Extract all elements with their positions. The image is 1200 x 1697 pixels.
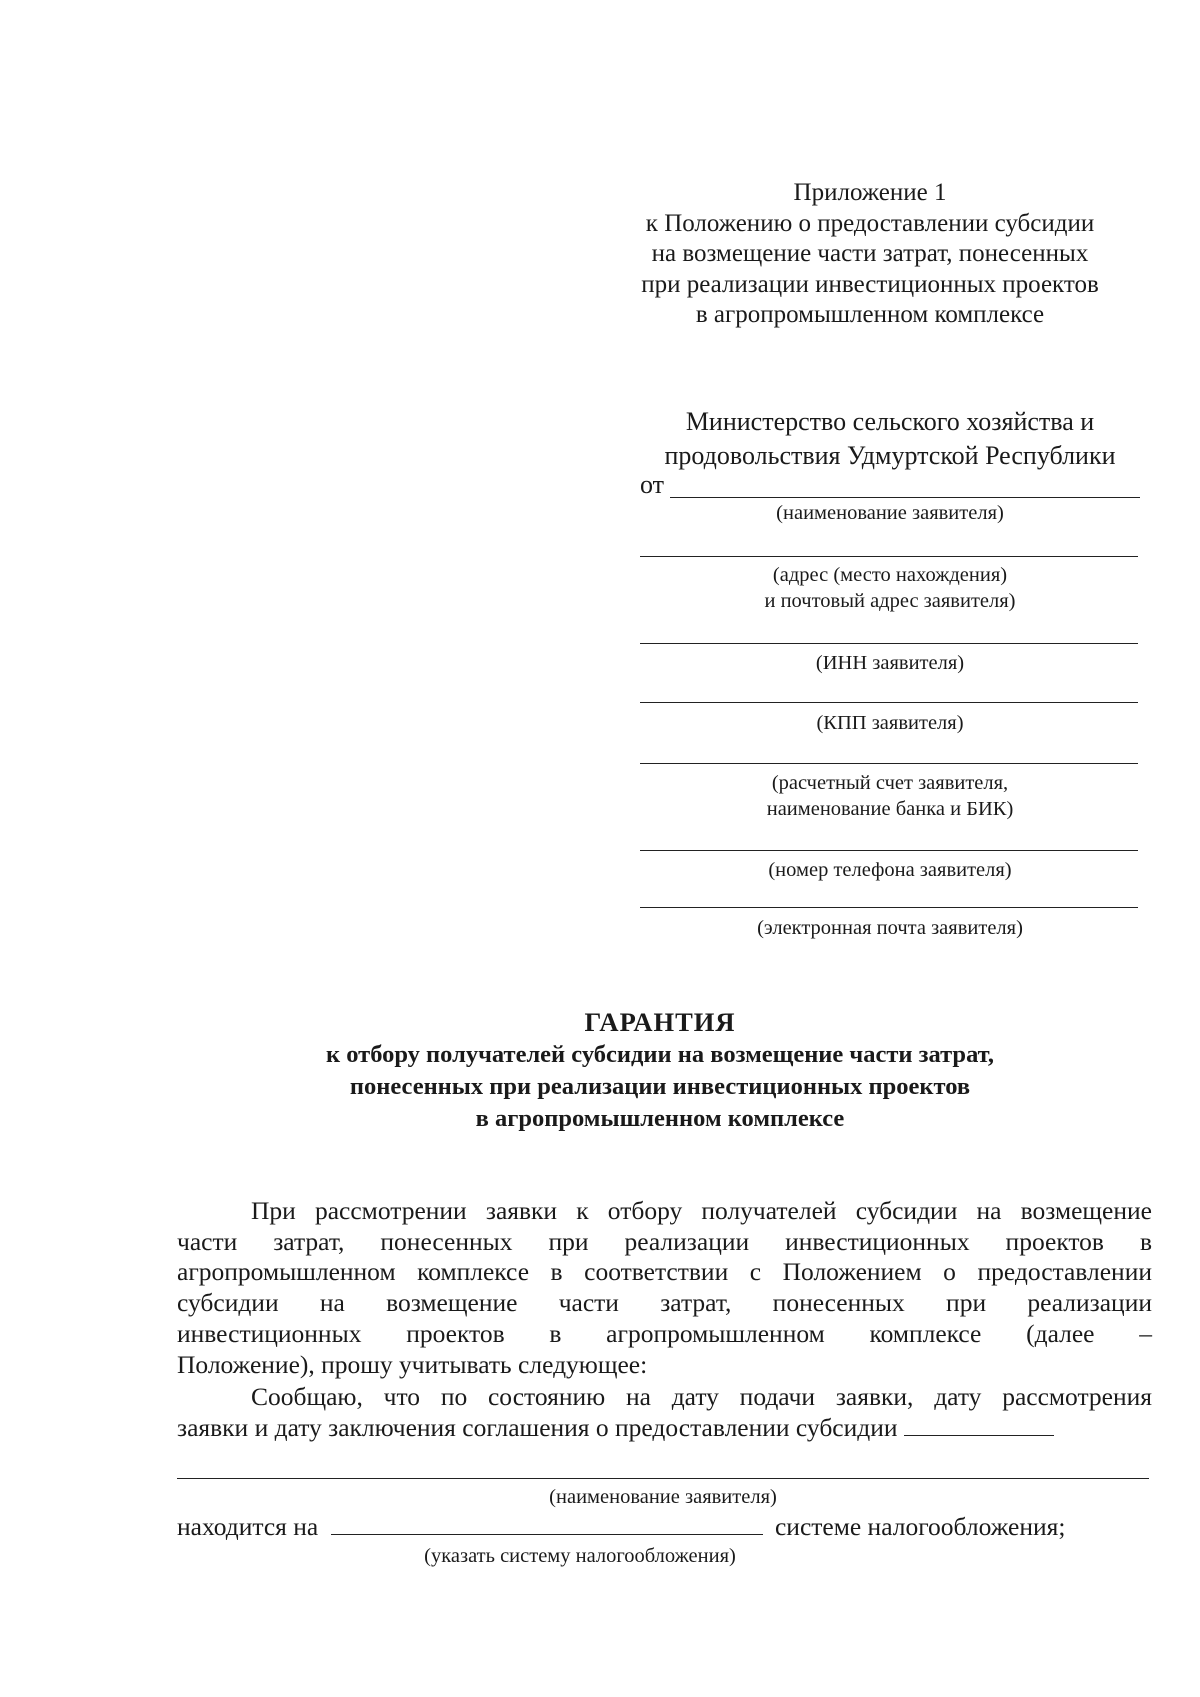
title-heading: ГАРАНТИЯ: [584, 1007, 736, 1037]
addressee-block: [640, 405, 1140, 473]
addressee-line: продовольствия Удмуртской Республики: [664, 441, 1116, 470]
inn-line[interactable]: [640, 643, 1138, 644]
addressee-line: Министерство сельского хозяйства и: [685, 407, 1095, 436]
appendix-line: Приложение 1: [793, 179, 947, 206]
field-caption-address: (адрес (место нахождения) и почтовый адрес заявителя): [764, 564, 1016, 612]
appendix-line: на возмещение части затрат, понесенных: [651, 240, 1089, 267]
caption-tax-system: (указать систему налогообложения): [424, 1545, 736, 1567]
paragraph-line: субсидии на возмещение части затрат, понесенных при реализации: [177, 1288, 1152, 1318]
kpp-line[interactable]: [640, 702, 1138, 703]
paragraph-line: инвестиционных проектов в агропромышленном комплексе (далее –: [177, 1318, 1152, 1348]
paragraph-statement: [177, 1382, 1152, 1443]
field-caption-phone: (номер телефона заявителя): [768, 859, 1012, 881]
statement-text: заявки и дату заключения соглашения о предоставлении субсидии: [177, 1412, 898, 1442]
paragraph-line: Сообщаю, что по состоянию на дату подачи заявки, дату рассмотрения: [251, 1382, 1152, 1411]
title-subtitle-line: понесенных при реализации инвестиционных проектов: [349, 1073, 971, 1100]
paragraph-line: При рассмотрении заявки к отбору получателей субсидии на возмещение: [251, 1196, 1152, 1225]
email-line[interactable]: [640, 907, 1138, 908]
appendix-line: к Положению о предоставлении субсидии: [645, 209, 1095, 237]
applicant-name-full-line[interactable]: [177, 1478, 1149, 1479]
applicant-name-blank[interactable]: [904, 1435, 1054, 1436]
phone-line[interactable]: [640, 850, 1138, 851]
document-title: [200, 1005, 1120, 1135]
appendix-line: при реализации инвестиционных проектов: [641, 270, 1099, 298]
tax-prefix: находится на: [177, 1512, 319, 1541]
paragraph-line: части затрат, понесенных при реализации инвестиционных проектов в: [177, 1226, 1152, 1256]
paragraph-line: Положение), прошу учитывать следующее:: [177, 1349, 648, 1379]
title-subtitle-line: к отбору получателей субсидии на возмещение части затрат,: [326, 1041, 994, 1068]
from-label: от: [640, 470, 665, 499]
address-line[interactable]: [640, 556, 1138, 557]
field-caption-inn: (ИНН заявителя): [815, 652, 965, 674]
title-subtitle-line: в агропромышленном комплексе: [475, 1105, 845, 1132]
tax-suffix: системе налогообложения;: [774, 1512, 1066, 1541]
bank-account-line[interactable]: [640, 763, 1138, 764]
paragraph-request: [177, 1196, 1152, 1380]
appendix-line: в агропромышленном комплексе: [695, 301, 1045, 328]
field-caption-applicant-name: (наименование заявителя): [776, 502, 1004, 524]
from-row: [640, 470, 1140, 500]
applicant-name-line[interactable]: [670, 497, 1140, 498]
field-caption-bank: (расчетный счет заявителя, наименование банка и БИК): [766, 772, 1014, 820]
caption-applicant-name: (наименование заявителя): [549, 1486, 777, 1508]
appendix-header: [620, 178, 1120, 331]
field-caption-email: (электронная почта заявителя): [757, 917, 1023, 939]
paragraph-line: агропромышленном комплексе в соответствии с Положением о предоставлении: [177, 1257, 1152, 1287]
tax-system-blank[interactable]: [331, 1534, 763, 1535]
paragraph-line: [177, 1413, 1152, 1444]
field-caption-kpp: (КПП заявителя): [816, 712, 964, 734]
tax-system-row: [177, 1512, 1152, 1543]
